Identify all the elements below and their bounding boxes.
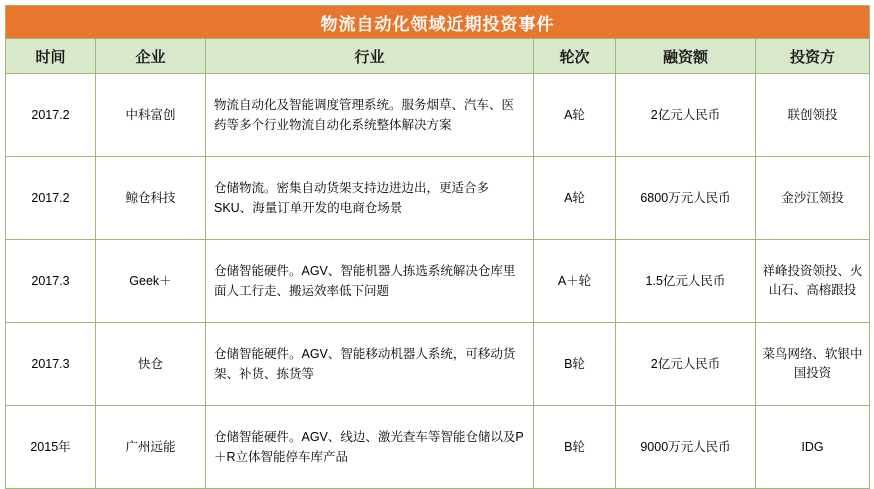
cell-investor: 菜鸟网络、软银中国投资 [756, 323, 870, 406]
table-row [6, 74, 870, 157]
cell-investor: 金沙江领投 [756, 157, 870, 240]
column-header-industry: 行业 [206, 39, 534, 74]
investment-events-table [5, 5, 870, 489]
cell-company: 中科富创 [96, 74, 206, 157]
cell-amount: 9000万元人民币 [616, 406, 756, 489]
cell-round: A轮 [534, 157, 616, 240]
table-row [6, 157, 870, 240]
cell-company: 广州远能 [96, 406, 206, 489]
cell-investor: IDG [756, 406, 870, 489]
cell-company: 鲸仓科技 [96, 157, 206, 240]
cell-amount: 2亿元人民币 [616, 323, 756, 406]
column-header-investor: 投资方 [756, 39, 870, 74]
cell-amount: 6800万元人民币 [616, 157, 756, 240]
cell-investor: 祥峰投资领投、火山石、高榕跟投 [756, 240, 870, 323]
column-header-company: 企业 [96, 39, 206, 74]
cell-amount: 1.5亿元人民币 [616, 240, 756, 323]
table-row [6, 406, 870, 489]
cell-round: A轮 [534, 74, 616, 157]
cell-round: A＋轮 [534, 240, 616, 323]
column-header-round: 轮次 [534, 39, 616, 74]
cell-time: 2017.2 [6, 74, 96, 157]
column-header-time: 时间 [6, 39, 96, 74]
table-header-row [6, 39, 870, 74]
column-header-amount: 融资额 [616, 39, 756, 74]
table-title-row [6, 6, 870, 39]
cell-time: 2017.2 [6, 157, 96, 240]
cell-time: 2017.3 [6, 240, 96, 323]
cell-amount: 2亿元人民币 [616, 74, 756, 157]
cell-industry: 仓储智能硬件。AGV、智能机器人拣选系统解决仓库里面人工行走、搬运效率低下问题 [206, 240, 534, 323]
cell-time: 2015年 [6, 406, 96, 489]
cell-industry: 物流自动化及智能调度管理系统。服务烟草、汽车、医药等多个行业物流自动化系统整体解决方案 [206, 74, 534, 157]
cell-round: B轮 [534, 323, 616, 406]
table-row [6, 323, 870, 406]
cell-round: B轮 [534, 406, 616, 489]
cell-company: Geek＋ [96, 240, 206, 323]
cell-industry: 仓储智能硬件。AGV、线边、激光查车等智能仓储以及P＋R立体智能停车库产品 [206, 406, 534, 489]
cell-industry: 仓储智能硬件。AGV、智能移动机器人系统，可移动货架、补货、拣货等 [206, 323, 534, 406]
cell-company: 快仓 [96, 323, 206, 406]
cell-industry: 仓储物流。密集自动货架支持边进边出，更适合多SKU、海量订单开发的电商仓场景 [206, 157, 534, 240]
table-title: 物流自动化领域近期投资事件 [6, 6, 870, 39]
cell-time: 2017.3 [6, 323, 96, 406]
table-row [6, 240, 870, 323]
cell-investor: 联创领投 [756, 74, 870, 157]
